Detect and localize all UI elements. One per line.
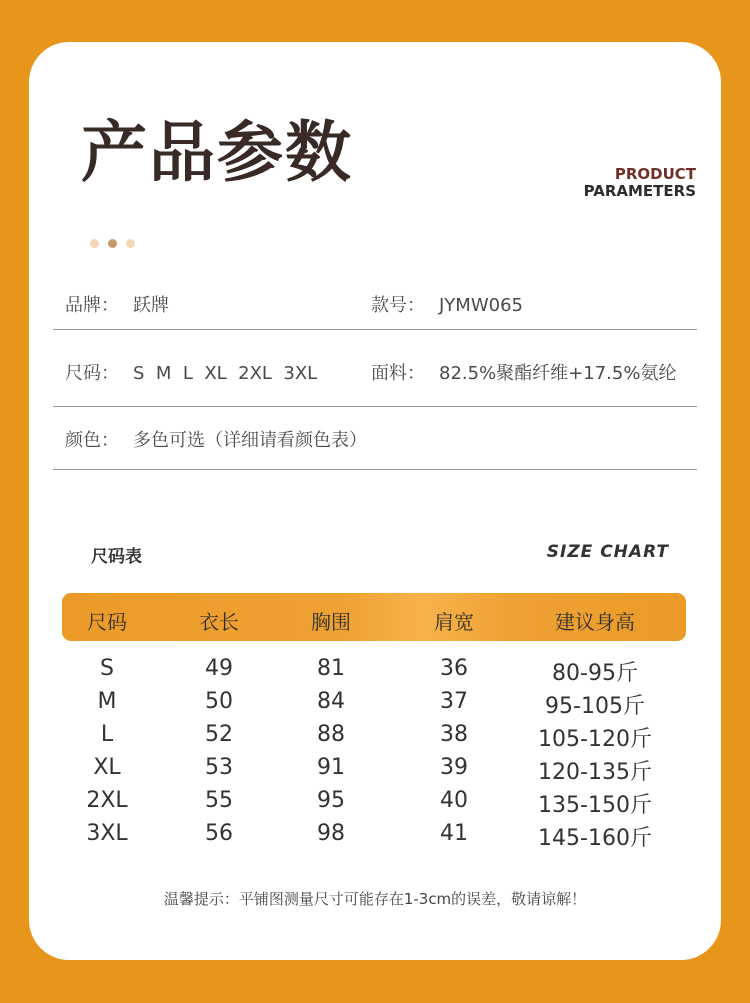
table-cell: 80-95斤 — [552, 661, 638, 686]
table-cell: 3XL — [86, 821, 128, 846]
table-cell: 49 — [205, 656, 233, 681]
model-value: JYMW065 — [439, 295, 523, 316]
model-label: 款号： — [371, 295, 425, 316]
dot-icon — [126, 239, 135, 248]
table-cell: 145-160斤 — [538, 826, 652, 851]
table-cell: 38 — [440, 722, 468, 747]
header-size: 尺码 — [87, 610, 127, 634]
divider — [53, 406, 697, 407]
table-cell: XL — [93, 755, 121, 780]
table-cell: 39 — [440, 755, 468, 780]
table-cell: 53 — [205, 755, 233, 780]
table-cell: 40 — [440, 788, 468, 813]
table-cell: 91 — [317, 755, 345, 780]
table-cell: 81 — [317, 656, 345, 681]
table-cell: 84 — [317, 689, 345, 714]
brand-value: 跃牌 — [133, 295, 169, 316]
header-height: 建议身高 — [555, 610, 635, 634]
measurement-note: 温馨提示：平铺图测量尺寸可能存在1-3cm的误差，敬请谅解！ — [163, 890, 587, 908]
table-cell: L — [100, 722, 114, 747]
size-table-header — [62, 593, 686, 641]
table-cell: 120-135斤 — [538, 760, 652, 785]
table-cell: 95 — [317, 788, 345, 813]
divider — [53, 329, 697, 330]
table-cell: 41 — [440, 821, 468, 846]
table-cell: 52 — [205, 722, 233, 747]
english-title — [584, 166, 696, 200]
header-length: 衣长 — [199, 610, 239, 634]
table-cell: 88 — [317, 722, 345, 747]
size-chart-title-en: SIZE CHART — [546, 542, 669, 562]
size-value: S M L XL 2XL 3XL — [133, 363, 318, 384]
decorative-dots — [90, 233, 144, 252]
page-title: 产品参数 — [81, 114, 353, 191]
english-title-line2: PARAMETERS — [583, 182, 696, 200]
table-cell: S — [100, 656, 114, 681]
header-chest: 胸围 — [311, 610, 351, 634]
size-chart-title: 尺码表 — [91, 547, 142, 567]
table-cell: 2XL — [86, 788, 128, 813]
header-shoulder: 肩宽 — [434, 610, 474, 634]
parameters-card — [29, 42, 721, 960]
table-cell: 95-105斤 — [545, 694, 645, 719]
dot-icon — [90, 239, 99, 248]
brand-label: 品牌： — [65, 295, 119, 316]
color-value: 多色可选（详细请看颜色表） — [133, 430, 367, 451]
table-cell: M — [97, 689, 117, 714]
divider — [53, 469, 697, 470]
table-cell: 50 — [205, 689, 233, 714]
table-cell: 98 — [317, 821, 345, 846]
table-cell: 135-150斤 — [538, 793, 652, 818]
english-title-line1: PRODUCT — [614, 165, 696, 183]
table-cell: 105-120斤 — [538, 727, 652, 752]
table-cell: 56 — [205, 821, 233, 846]
table-cell: 37 — [440, 689, 468, 714]
fabric-label: 面料： — [371, 363, 425, 384]
table-cell: 55 — [205, 788, 233, 813]
dot-icon — [108, 239, 117, 248]
size-label: 尺码： — [65, 363, 119, 384]
color-label: 颜色： — [65, 430, 119, 451]
fabric-value: 82.5%聚酯纤维+17.5%氨纶 — [439, 363, 677, 384]
table-cell: 36 — [440, 656, 468, 681]
